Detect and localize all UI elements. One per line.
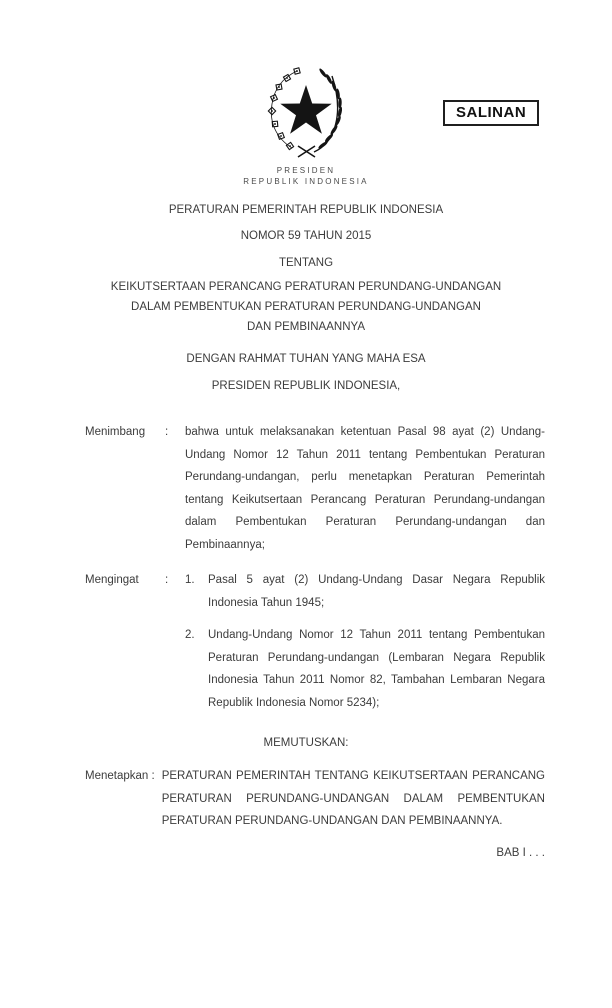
decision-heading: MEMUTUSKAN: (263, 737, 349, 749)
authority-line: PRESIDEN REPUBLIK INDONESIA, (211, 380, 401, 392)
list-item-number: 2. (185, 629, 195, 641)
list-item (185, 624, 545, 714)
regulation-number: NOMOR 59 TAHUN 2015 (240, 230, 372, 242)
list-item (185, 569, 545, 614)
salinan-stamp (443, 100, 539, 126)
legal-basis-colon: : (165, 574, 169, 586)
page-continuation-marker: BAB I . . . (496, 846, 545, 859)
regulation-about: TENTANG (278, 257, 334, 269)
considering-label: Menimbang (85, 426, 146, 438)
enacting-text: PERATURAN PEMERINTAH TENTANG KEIKUTSERTAAN PERANCANG PERATURAN PERUNDANG-UNDANGAN DALAM PEMBENTUKAN PERATURAN PERUNDANG-UNDANGAN DAN PEMBINAANNYA. (161, 770, 545, 827)
presidential-seal-icon (260, 62, 352, 162)
legal-basis-label: Mengingat (85, 574, 139, 586)
salinan-stamp-label: SALINAN (456, 104, 527, 121)
letterhead (0, 165, 612, 187)
legal-basis-section (0, 569, 612, 714)
list-item-number: 1. (185, 574, 195, 586)
subject-line-3: DAN PEMBINAANNYA (246, 321, 365, 333)
regulation-title: PERATURAN PEMERINTAH REPUBLIK INDONESIA (168, 204, 444, 216)
enacting-section (0, 765, 612, 833)
invocation-line: DENGAN RAHMAT TUHAN YANG MAHA ESA (186, 353, 426, 365)
considering-colon: : (165, 426, 169, 438)
enacting-label: Menetapkan : (85, 770, 155, 782)
regulation-subject (0, 277, 612, 337)
letterhead-presiden: PRESIDEN (276, 166, 336, 175)
list-item-text: Pasal 5 ayat (2) Undang-Undang Dasar Negara Republik Indonesia Tahun 1945; (208, 574, 545, 609)
letterhead-republik-indonesia: REPUBLIK INDONESIA (243, 177, 369, 186)
header (0, 0, 612, 162)
considering-section (0, 421, 612, 556)
subject-line-1: KEIKUTSERTAAN PERANCANG PERATURAN PERUNDANG-UNDANGAN (110, 281, 502, 293)
list-item-text: Undang-Undang Nomor 12 Tahun 2011 tentang Pembentukan Peraturan Perundang-undangan (Lembaran Negara Republik Indonesia Tahun 2011 Nomor 82, Tambahan Lembaran Negara Republik Indonesia Nomor 5234); (208, 629, 545, 709)
considering-text: bahwa untuk melaksanakan ketentuan Pasal 98 ayat (2) Undang-Undang Nomor 12 Tahun 2011 tentang Pembentukan Peraturan Perundang-undangan, perlu menetapkan Peraturan Pemerintah tentang Keikutsertaan Perancang Peraturan Perundang-undangan dalam Pembentukan Peraturan Perundang-undangan dan Pembinaannya; (185, 426, 545, 551)
subject-line-2: DALAM PEMBENTUKAN PERATURAN PERUNDANG-UNDANGAN (131, 301, 481, 313)
legal-basis-list (185, 569, 545, 714)
